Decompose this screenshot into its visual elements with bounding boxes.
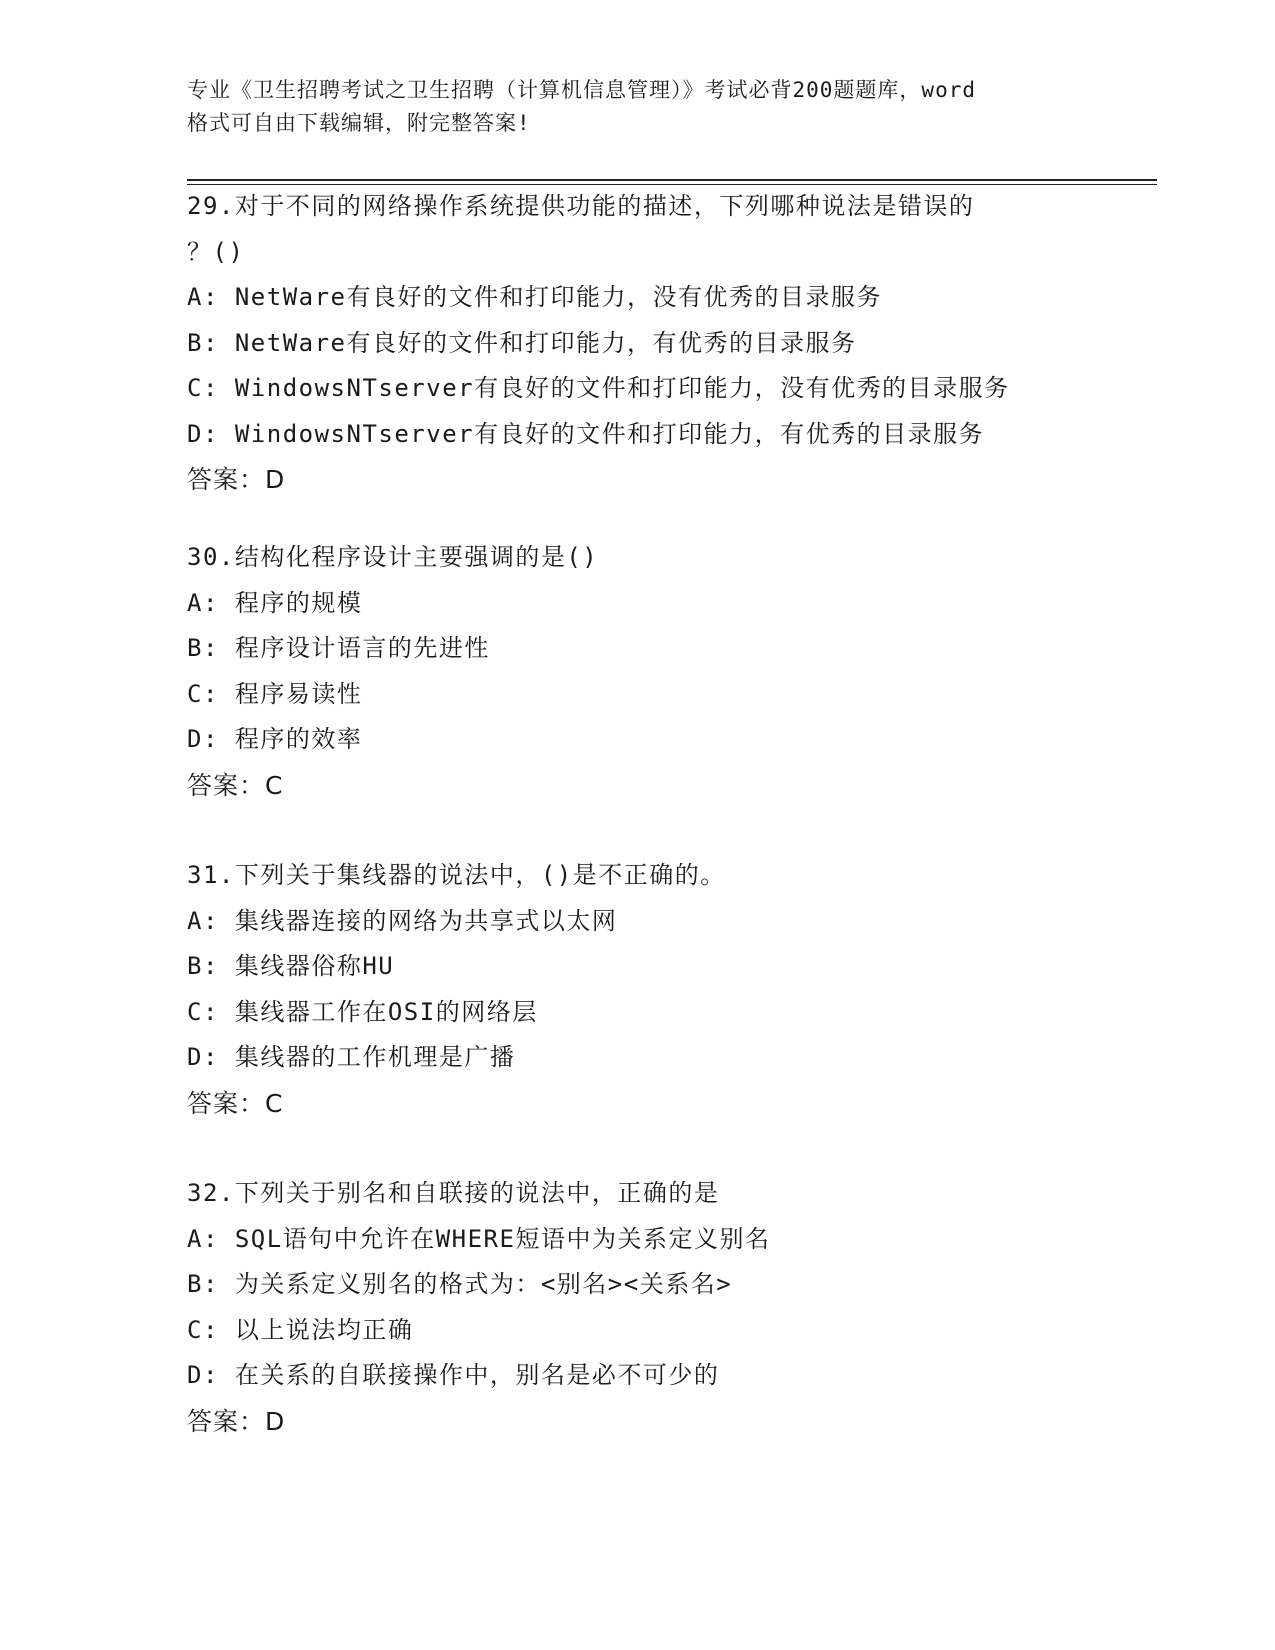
- answer-value: C: [265, 770, 283, 800]
- option-b: B: 程序设计语言的先进性: [187, 634, 490, 662]
- question-stem: 30.结构化程序设计主要强调的是(): [187, 543, 599, 571]
- answer: [187, 1081, 1087, 1127]
- option-d: D: 集线器的工作机理是广播: [187, 1043, 516, 1071]
- answer-value: D: [265, 1406, 285, 1436]
- option-a: A: NetWare有良好的文件和打印能力，没有优秀的目录服务: [187, 283, 882, 311]
- question-stem-continuation: ？(): [187, 237, 245, 266]
- answer-label: 答案：: [187, 1088, 266, 1118]
- option-c: C: 程序易读性: [187, 679, 363, 708]
- answer: [187, 763, 1087, 809]
- option-a: A: SQL语句中允许在WHERE短语中为关系定义别名: [187, 1224, 771, 1253]
- header-line-2: 格式可自由下载编辑，附完整答案!: [187, 111, 531, 135]
- option-c: C: 集线器工作在OSI的网络层: [187, 997, 538, 1026]
- answer-value: C: [265, 1088, 283, 1118]
- option-c: C: WindowsNTserver有良好的文件和打印能力，没有优秀的目录服务: [187, 374, 1010, 402]
- option-c: C: 以上说法均正确: [187, 1315, 414, 1344]
- question-stem: 29.对于不同的网络操作系统提供功能的描述，下列哪种说法是错误的: [187, 192, 975, 220]
- answer: [187, 1399, 1087, 1445]
- option-b: B: NetWare有良好的文件和打印能力，有优秀的目录服务: [187, 328, 857, 357]
- option-b: B: 为关系定义别名的格式为：<别名><关系名>: [187, 1270, 733, 1298]
- option-b: B: 集线器俗称HU: [187, 952, 395, 980]
- option-a: A: 集线器连接的网络为共享式以太网: [187, 906, 618, 935]
- question-stem: 32.下列关于别名和自联接的说法中，正确的是: [187, 1179, 720, 1207]
- document-header: [187, 74, 1087, 140]
- option-d: D: WindowsNTserver有良好的文件和打印能力，有优秀的目录服务: [187, 419, 985, 448]
- question-31: [187, 853, 1087, 1126]
- answer-label: 答案：: [187, 770, 266, 800]
- answer-label: 答案：: [187, 465, 266, 494]
- option-d: D: 在关系的自联接操作中，别名是必不可少的: [187, 1361, 720, 1389]
- header-divider-thick: [187, 179, 1157, 181]
- question-30: [187, 535, 1087, 808]
- question-29: [187, 184, 1087, 503]
- answer: [187, 457, 1087, 503]
- answer-label: 答案：: [187, 1406, 266, 1436]
- answer-value: D: [265, 465, 285, 494]
- question-32: [187, 1171, 1087, 1444]
- header-line-1: 专业《卫生招聘考试之卫生招聘（计算机信息管理）》考试必背200题题库，word: [187, 78, 976, 102]
- option-d: D: 程序的效率: [187, 725, 363, 753]
- option-a: A: 程序的规模: [187, 588, 363, 617]
- question-stem: 31.下列关于集线器的说法中，()是不正确的。: [187, 861, 726, 889]
